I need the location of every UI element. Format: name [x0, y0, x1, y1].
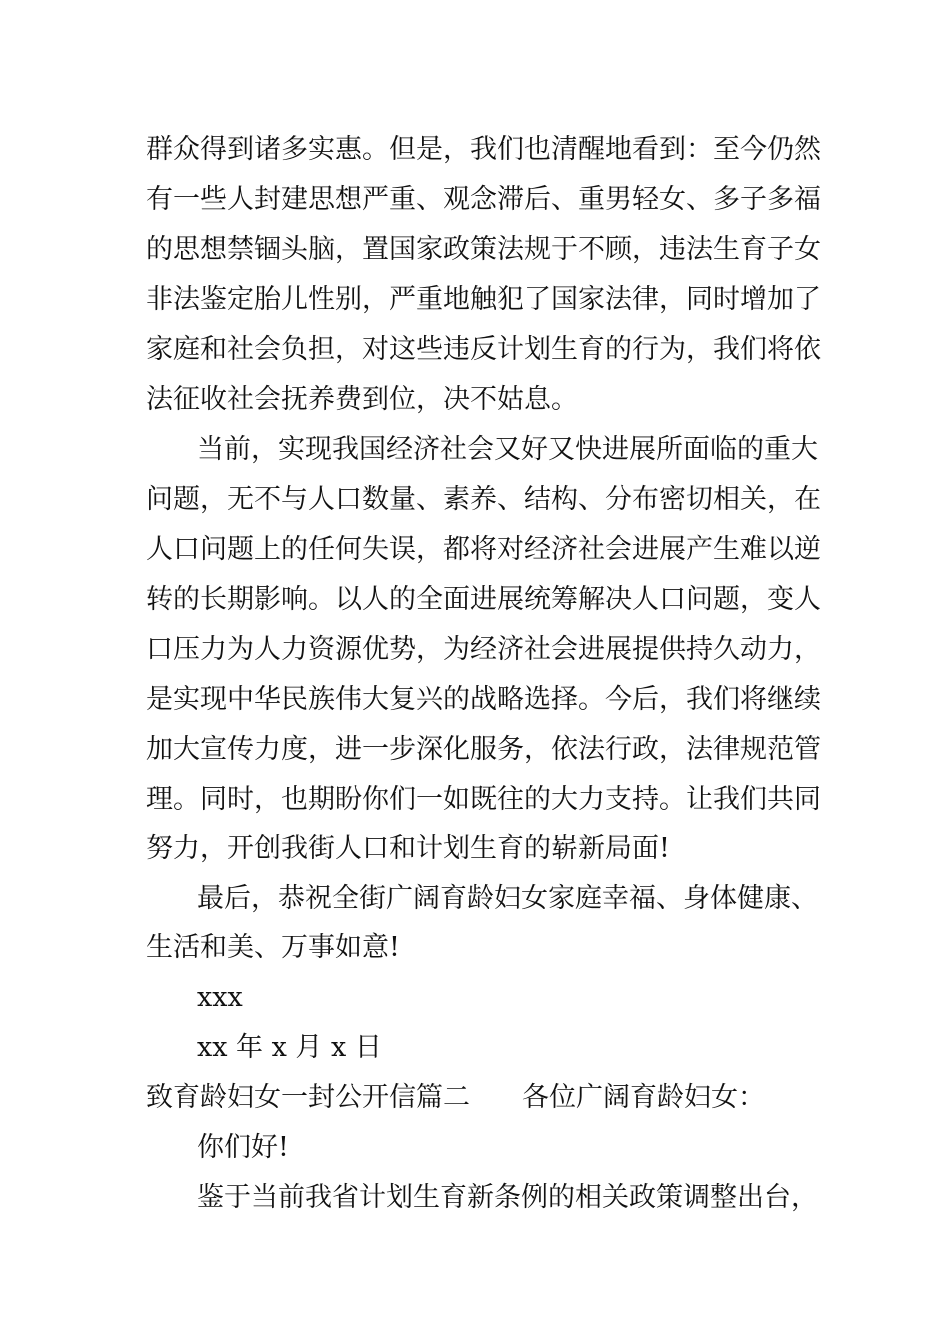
text-line: 人口问题上的任何失误，都将对经济社会进展产生难以逆: [146, 534, 821, 565]
text-line: 群众得到诸多实惠。但是，我们也清醒地看到：至今仍然: [146, 134, 821, 165]
text-line: 生活和美、万事如意!: [146, 932, 400, 963]
signature: xxx: [197, 982, 243, 1013]
greeting: 你们好!: [197, 1132, 289, 1163]
text-line: 是实现中华民族伟大复兴的战略选择。今后，我们将继续: [146, 684, 821, 715]
text-line: 家庭和社会负担，对这些违反计划生育的行为，我们将依: [146, 334, 821, 365]
text-line: 问题，无不与人口数量、素养、结构、分布密切相关，在: [146, 484, 821, 515]
text-line: 非法鉴定胎儿性别，严重地触犯了国家法律，同时增加了: [146, 284, 821, 315]
text-line: 努力，开创我街人口和计划生育的崭新局面!: [146, 833, 670, 864]
text-line: 转的长期影响。以人的全面进展统筹解决人口问题，变人: [146, 584, 821, 615]
section-heading-line: [146, 1081, 806, 1115]
section-title: 致育龄妇女一封公开信篇二: [146, 1082, 470, 1113]
date: xx 年 x 月 x 日: [197, 1032, 382, 1063]
text-line: 鉴于当前我省计划生育新条例的相关政策调整出台，: [197, 1182, 818, 1213]
text-line: 口压力为人力资源优势，为经济社会进展提供持久动力，: [146, 634, 821, 665]
salutation: 各位广阔育龄妇女：: [522, 1082, 765, 1113]
text-line: 有一些人封建思想严重、观念滞后、重男轻女、多子多福: [146, 184, 821, 215]
text-line: 最后，恭祝全街广阔育龄妇女家庭幸福、身体健康、: [197, 883, 818, 914]
text-line: 的思想禁锢头脑，置国家政策法规于不顾，违法生育子女: [146, 234, 821, 265]
text-line: 加大宣传力度，进一步深化服务，依法行政，法律规范管: [146, 734, 821, 765]
text-line: 当前，实现我国经济社会又好又快进展所面临的重大: [197, 434, 818, 465]
text-line: 法征收社会抚养费到位，决不姑息。: [146, 384, 578, 415]
text-line: 理。同时，也期盼你们一如既往的大力支持。让我们共同: [146, 784, 821, 815]
